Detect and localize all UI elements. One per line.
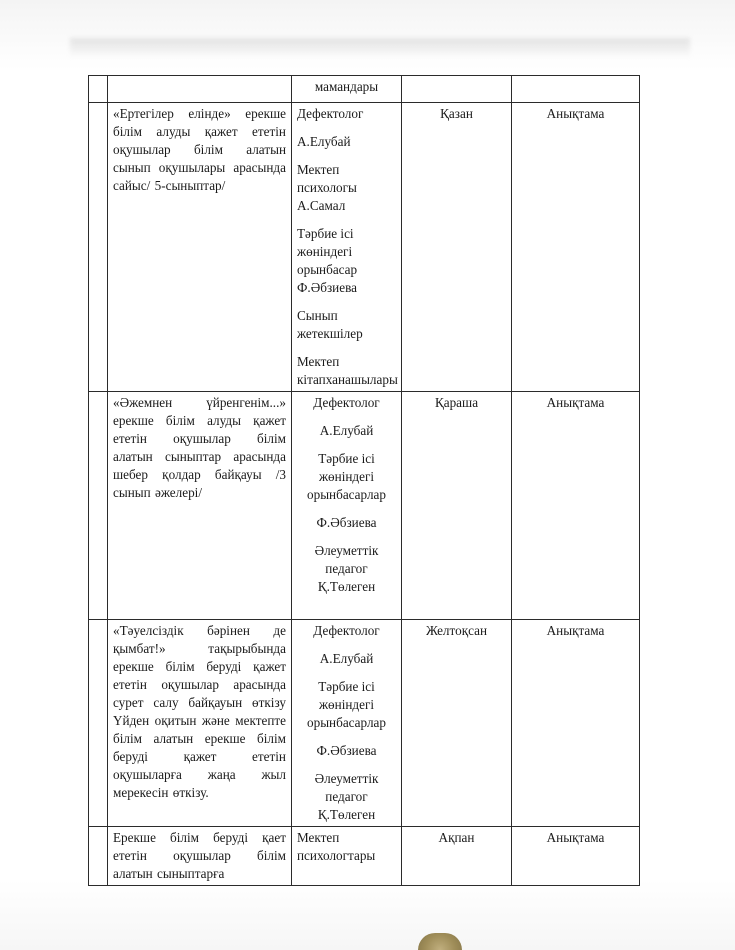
responsible-line: Дефектолог: [297, 106, 364, 121]
table-row: [89, 76, 640, 103]
responsible-line: Мектеп психологтары: [297, 830, 376, 863]
responsible-line: Тәрбие ісі жөніндегі орынбасарлар: [307, 679, 386, 730]
table-row: [89, 392, 640, 620]
row-number-cell: [89, 392, 108, 620]
time-cell: Желтоқсан: [402, 620, 512, 827]
row-number-cell: [89, 620, 108, 827]
responsible-line: А.Елубай: [297, 134, 351, 149]
responsible-line: А.Елубай: [319, 651, 374, 666]
table-row: [89, 827, 640, 886]
time-cell: [402, 76, 512, 103]
responsible-line: А.Елубай: [319, 423, 374, 438]
responsible-line: мамандары: [314, 79, 379, 94]
event-cell: Ерекше білім беруді қает ететін оқушылар білім алатын сыныптарға: [108, 827, 292, 886]
event-cell: «Ертегілер елінде» ерекше білім алуды қажет ететін оқушылар білім алатын сынып оқушылары арасында сайыс/ 5-сыныптар/: [108, 103, 292, 392]
responsible-line: Мектеп кітапханашылары: [297, 354, 398, 387]
row-number-cell: [89, 827, 108, 886]
responsible-line: Тәрбие ісі жөніндегі орынбасар Ф.Әбзиева: [297, 226, 358, 295]
form-cell: Анықтама: [512, 827, 640, 886]
responsible-cell: [292, 620, 402, 827]
form-cell: Анықтама: [512, 103, 640, 392]
form-cell: Анықтама: [512, 392, 640, 620]
responsible-line: Дефектолог: [313, 623, 380, 638]
form-cell: Анықтама: [512, 620, 640, 827]
table-row: [89, 103, 640, 392]
time-cell: Ақпан: [402, 827, 512, 886]
table-row: [89, 620, 640, 827]
responsible-line: Мектеп психологы А.Самал: [297, 162, 357, 213]
row-number-cell: [89, 103, 108, 392]
responsible-line: Ф.Әбзиева: [316, 515, 377, 530]
event-cell: «Тәуелсіздік бәрінен де қымбат!» тақырыбында ерекше білім беруді қажет ететін оқушылар арасында сурет салу байқауын өткізу Үйден оқитын және мектепте білім алатын ерекше білім беруді қажет ететін оқушыларға жаңа жыл мерекесін өткізу.: [108, 620, 292, 827]
responsible-cell: [292, 827, 402, 886]
time-cell: Қазан: [402, 103, 512, 392]
responsible-cell: [292, 103, 402, 392]
responsible-cell: [292, 392, 402, 620]
stamp-edge: [418, 933, 462, 950]
event-cell: [108, 76, 292, 103]
responsible-cell: [292, 76, 402, 103]
form-cell: [512, 76, 640, 103]
responsible-line: Әлеуметтік педагог Қ.Төлеген: [314, 543, 379, 594]
event-plan-table: [88, 75, 640, 886]
scan-shadow: [70, 38, 690, 58]
event-cell: «Әжемнен үйренгенім...» ерекше білім алуды қажет ететін оқушылар білім алатын сыныптар арасында шебер қолдар байқауы /3 сынып әжелері/: [108, 392, 292, 620]
responsible-line: Сынып жетекшілер: [297, 308, 363, 341]
row-number-cell: [89, 76, 108, 103]
responsible-line: Тәрбие ісі жөніндегі орынбасарлар: [307, 451, 386, 502]
responsible-line: Дефектолог: [313, 395, 380, 410]
time-cell: Қараша: [402, 392, 512, 620]
responsible-line: Әлеуметтік педагог Қ.Төлеген: [314, 771, 379, 822]
responsible-line: Ф.Әбзиева: [316, 743, 377, 758]
